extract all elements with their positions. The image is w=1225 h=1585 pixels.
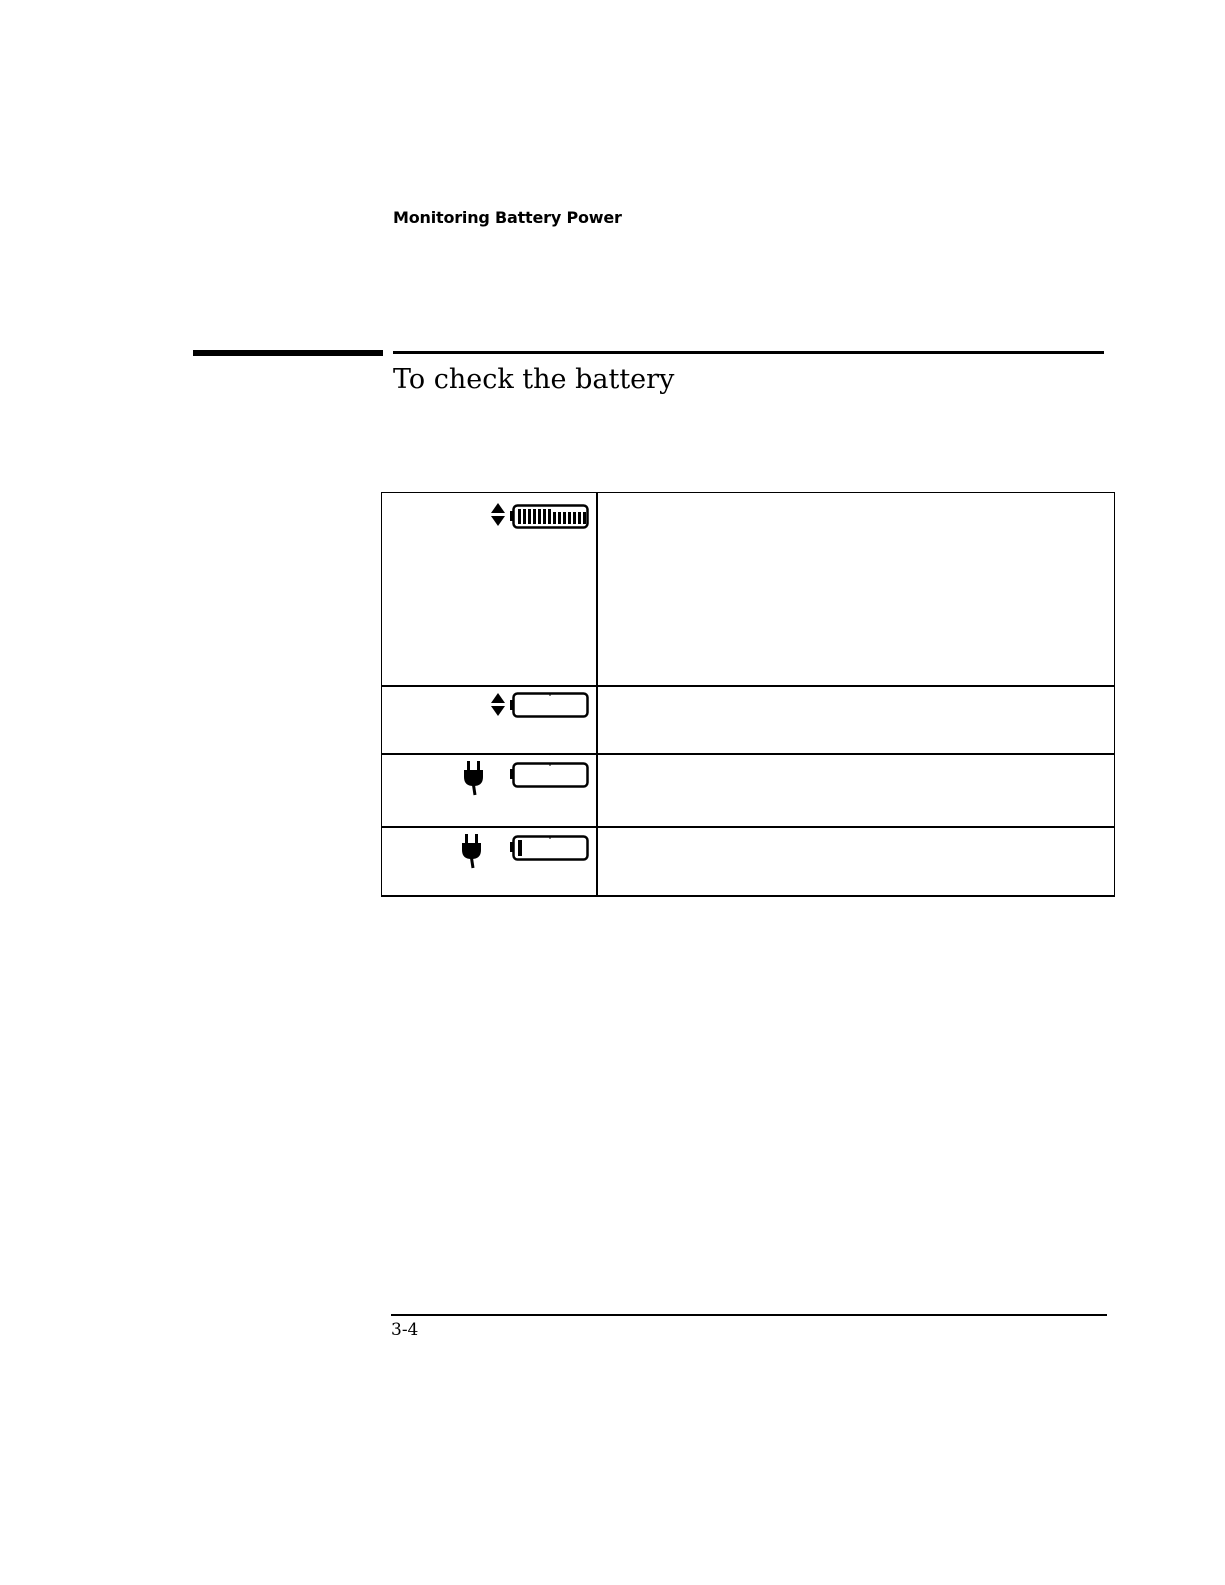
indicator-icon-cell <box>382 686 598 754</box>
indicator-icon-cell <box>382 754 598 827</box>
page-number: 3-4 <box>391 1320 419 1340</box>
section-rule-thin <box>393 351 1104 354</box>
indicator-description <box>597 754 1115 827</box>
indicator-description <box>597 686 1115 754</box>
ac-plug-icon <box>464 761 483 795</box>
table-row <box>382 493 1115 687</box>
table-row <box>382 754 1115 827</box>
indicator-icon-cell <box>382 493 598 687</box>
table-row <box>382 686 1115 754</box>
section-rule-thick <box>193 350 383 356</box>
indicator-description <box>597 827 1115 896</box>
battery-indicator-table <box>381 492 1115 897</box>
ac-plug-icon <box>462 834 481 868</box>
battery-empty-ac-power-icon <box>382 755 596 799</box>
table-row <box>382 827 1115 896</box>
indicator-description <box>597 493 1115 687</box>
running-header: Monitoring Battery Power <box>393 208 622 227</box>
indicator-icon-cell <box>382 827 598 896</box>
footer-rule <box>391 1314 1107 1316</box>
battery-empty-discharging-icon <box>382 687 596 727</box>
section-title: To check the battery <box>393 364 675 395</box>
battery-full-discharging-icon <box>382 493 596 533</box>
battery-charging-ac-power-icon <box>382 828 596 872</box>
